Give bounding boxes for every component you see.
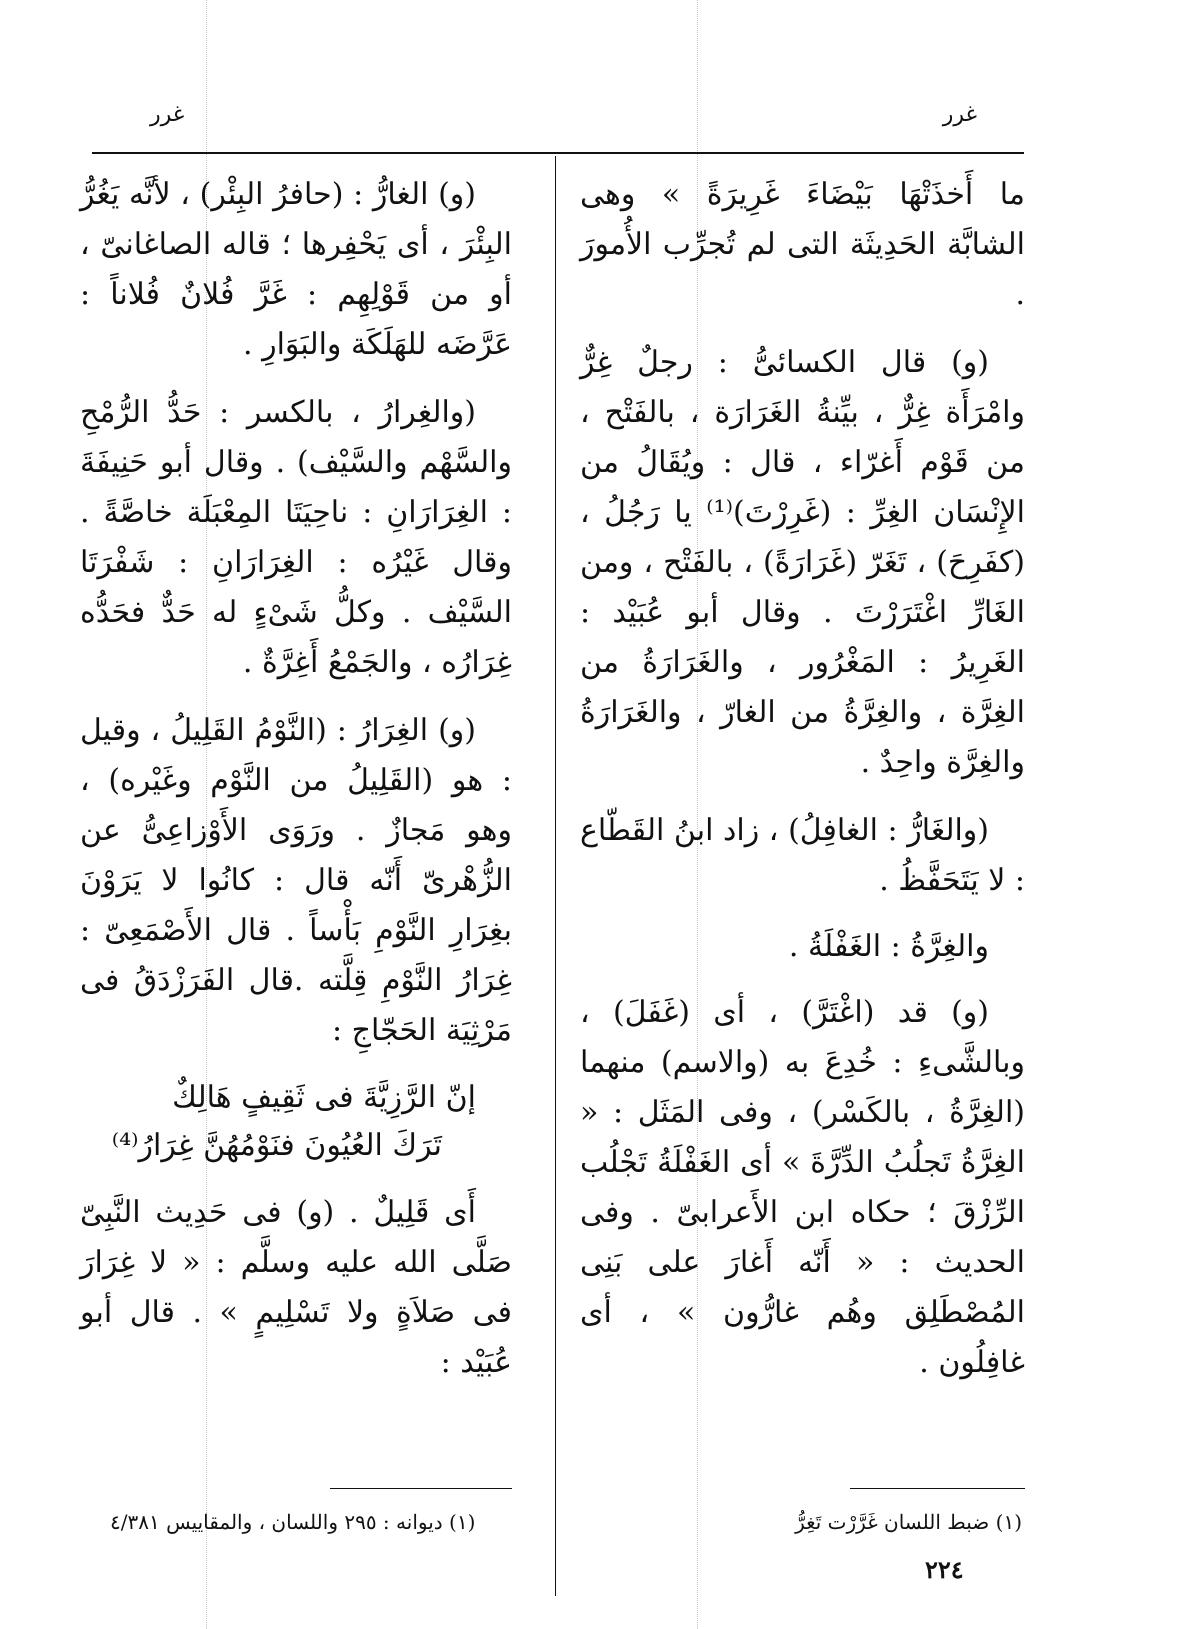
verse-second-hemistich: تَرَكَ العُيُونَ فنَوْمُهُنَّ غِرَارُ⁽⁴⁾: [111, 1128, 442, 1163]
running-head-right: غرر: [942, 102, 977, 127]
page-number: ٢٢٤: [925, 1555, 964, 1584]
entry-paragraph: (والغِرارُ ، بالكسر : حَدُّ الرُّمْحِ والسَّهْم والسَّيْف) . وقال أبو حَنِيفَةَ : الغِرَارَانِ : ناحِيَتَا المِعْبَلَة خاصَّةً . وقال غَيْرُه : الغِرَارَانِ : شَفْرَتَا السَّيْف . وكلُّ شَىْءٍ له حَدٌّ فحَدُّه غِرَارُه ، والجَمْعُ أَغِرَّةٌ .: [80, 395, 512, 680]
entry-paragraph: والغِرَّةُ : الغَفْلَةُ .: [788, 929, 989, 964]
footnote-rule: [330, 1488, 512, 1489]
running-head-left: غرر: [150, 102, 185, 127]
entry-paragraph: (و) قد (اغْتَرَّ) ، أى (غَفَلَ) ، وبالشَّىءِ : خُدِعَ به (والاسم) منهما (الغِرَّةُ ، بالكَسْر) ، وفى المَثَل : « الغِرَّةُ تَجلُبُ الدِّرَّةَ » أى الغَفْلَةُ تَجْلُب الرِّزْقَ ؛ حكاه ابن الأَعرابىّ . وفى الحديث : « أَنّه أَغارَ على بَنِى المُصْطَلِق وهُم غارُّون » ، أى غافِلُون .: [580, 995, 1025, 1380]
left-column: [80, 170, 512, 1406]
entry-paragraph: (والغَارُّ : الغافِلُ) ، زاد ابنُ القَطّاع : لا يَتَحَفَّظُ .: [580, 813, 1025, 898]
footnote-rule: [850, 1488, 1025, 1489]
header-rule: [92, 152, 1024, 154]
poetry-verse: [80, 1074, 512, 1170]
entry-paragraph: (و) الغِرَارُ : (النَّوْمُ القَلِيلُ ، وقيل : هو (القَلِيلُ من النَّوْم وغَيْره) ، وهو مَجازٌ . ورَوَى الأَوْزاعِىُّ عن الزُّهْرىّ أَنّه قال : كانُوا لا يَرَوْنَ بغِرَارِ النَّوْمِ بَأْساً . قال الأَصْمَعِىّ : غِرَارُ النَّوْمِ قِلَّته .قال الفَرَزْدَقُ فى مَرْثِيَة الحَجّاجِ :: [80, 713, 512, 1048]
entry-paragraph: (و) قال الكسائىُّ : رجلٌ غِرٌّ وامْرَأَة غِرٌّ ، بيِّنةُ الغَرَارَة ، بالفَتْح ، من قَوْم أَغرّاء ، قال : ويُقَالُ من الإِنْسَان الغِرِّ : (غَرِرْتَ)⁽¹⁾ يا رَجُلُ ، (كفَرِحَ) ، تَغَرّ (غَرَارَةً) ، بالفَتْح ، ومن الغَارِّ اغْتَرَرْتَ . وقال أبو عُبَيْد : الغَرِيرُ : المَغْرُور ، والغَرَارَةُ من الغِرَّة ، والغِرَّةُ من الغارّ ، والغَرَارَةُ والغِرَّة واحِدٌ .: [580, 345, 1025, 780]
entry-paragraph: ما أَخذَتْهَا بَيْضَاءَ غَرِيرَةً » وهى الشابَّة الحَدِيثَة التى لم تُجرِّب الأُمورَ .: [580, 177, 1025, 312]
footnote-left: (١) ديوانه : ٢٩٥ واللسان ، والمقاييس ٤/٣٨١: [110, 1510, 476, 1534]
footnote-right: (١) ضبط اللسان غَرَّرْت تَغِرُّ: [795, 1510, 1022, 1534]
verse-first-hemistich: إنّ الرَّزِيَّةَ فى ثَقِيفٍ هَالِكٌ: [172, 1080, 476, 1115]
entry-paragraph: أَى قَلِيلٌ . (و) فى حَدِيث النَّبِىّ صَلَّى الله عليه وسلَّم : « لا غِرَارَ فى صَلاَةٍ ولا تَسْلِيمٍ » . قال أبو عُبَيْد :: [80, 1195, 512, 1380]
column-divider: [555, 156, 556, 1596]
right-column: [580, 170, 1025, 1406]
entry-paragraph: (و) الغارُّ : (حافرُ البِئْر) ، لأنَّه يَغُرُّ البِئْرَ ، أى يَحْفِرها ؛ قاله الصاغانىّ ، أو من قَوْلِهِم : غَرَّ فُلانٌ فُلاناً : عَرَّضَه للهَلَكَة والبَوَارِ .: [80, 177, 512, 362]
